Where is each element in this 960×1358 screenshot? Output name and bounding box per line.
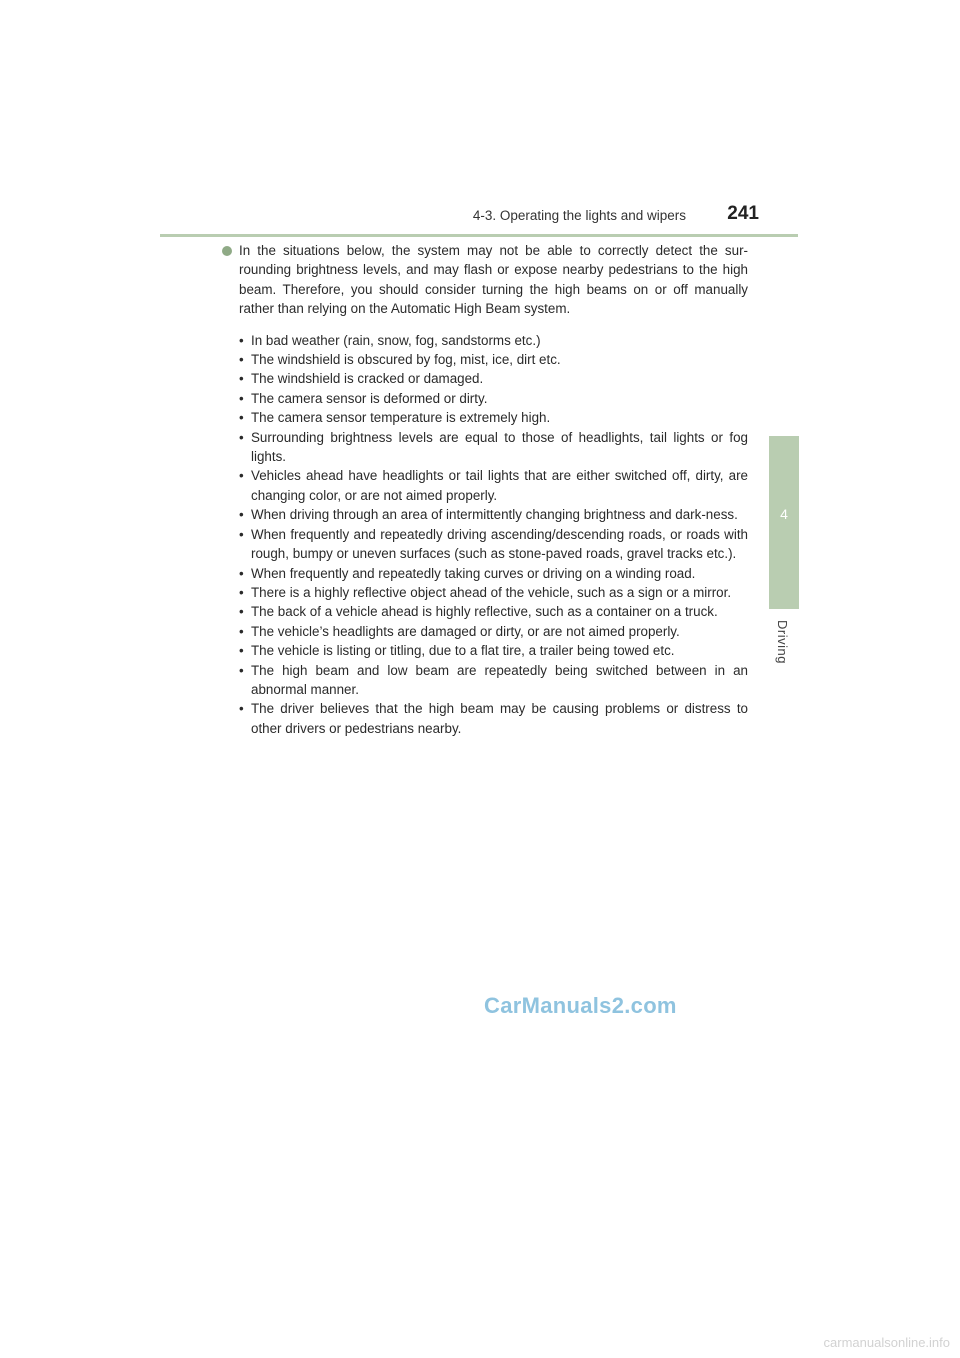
lead-paragraph xyxy=(222,241,748,319)
bullet-icon: • xyxy=(239,352,244,368)
bullet-icon: • xyxy=(239,604,244,620)
situation-item xyxy=(239,408,748,427)
bullet-icon: • xyxy=(239,643,244,659)
footer-watermark: carmanualsonline.info xyxy=(823,1335,950,1350)
situation-item xyxy=(239,350,748,369)
bullet-icon: • xyxy=(239,332,244,348)
situation-text: Surrounding brightness levels are equal to those of headlights, tail lights or fog lights. xyxy=(251,429,748,465)
section-title: 4-3. Operating the lights and wipers xyxy=(472,208,686,223)
situation-text: The vehicle’s headlights are damaged or dirty, or are not aimed properly. xyxy=(251,623,680,639)
chapter-label: Driving xyxy=(775,620,790,664)
situation-item xyxy=(239,369,748,388)
situation-item xyxy=(239,583,748,602)
situation-item xyxy=(239,505,748,524)
bullet-icon: • xyxy=(239,565,244,581)
bullet-icon: • xyxy=(239,526,244,542)
situation-text: The camera sensor is deformed or dirty. xyxy=(251,390,488,406)
bullet-icon: • xyxy=(239,468,244,484)
chapter-tab xyxy=(769,436,799,609)
situation-item xyxy=(239,641,748,660)
page-number: 241 xyxy=(727,203,759,224)
situation-text: The driver believes that the high beam may be causing problems or distress to other drivers or pedestrians nearby. xyxy=(251,701,748,736)
situation-item xyxy=(239,428,748,467)
situation-text: There is a highly reflective object ahead of the vehicle, such as a sign or a mirror. xyxy=(251,584,732,600)
situation-text: The windshield is cracked or damaged. xyxy=(251,371,484,387)
situation-text: The back of a vehicle ahead is highly reflective, such as a container on a truck. xyxy=(251,604,718,620)
situation-item xyxy=(239,525,748,564)
situation-item xyxy=(239,389,748,408)
situation-item xyxy=(239,331,748,350)
bullet-icon: • xyxy=(239,390,244,406)
situation-text: The vehicle is listing or titling, due to a flat tire, a trailer being towed etc. xyxy=(251,643,675,659)
watermark-logo: CarManuals2.com xyxy=(484,993,677,1018)
main-content xyxy=(222,241,748,738)
situation-item xyxy=(239,602,748,621)
bullet-icon: • xyxy=(239,507,244,523)
bullet-icon: • xyxy=(239,410,244,426)
bullet-icon: • xyxy=(239,701,244,717)
situation-text: The camera sensor temperature is extremely high. xyxy=(251,410,551,426)
situation-text: Vehicles ahead have headlights or tail lights that are either switched off, dirty, are changing color, or are not aimed properly. xyxy=(251,468,748,503)
situation-text: The high beam and low beam are repeatedly being switched between in an abnormal manner. xyxy=(251,662,748,697)
page-header xyxy=(160,200,798,237)
situation-item xyxy=(239,564,748,583)
chapter-number: 4 xyxy=(780,506,788,522)
situation-text: When driving through an area of intermittently changing brightness and dark-ness. xyxy=(251,507,738,523)
situation-item xyxy=(239,699,748,738)
bullet-icon: • xyxy=(239,371,244,387)
situation-list xyxy=(239,331,748,739)
situation-item xyxy=(239,661,748,700)
situation-text: When frequently and repeatedly taking curves or driving on a winding road. xyxy=(251,565,696,581)
bullet-icon: • xyxy=(239,429,244,445)
situation-item xyxy=(239,466,748,505)
bullet-icon: • xyxy=(239,623,244,639)
circle-bullet-icon xyxy=(222,246,232,256)
situation-text: When frequently and repeatedly driving ascending/descending roads, or roads with rough, bumpy or uneven surfaces (such as stone-paved roads, gravel tracks etc.). xyxy=(251,526,748,562)
lead-paragraph-text: In the situations below, the system may not be able to correctly detect the sur-rounding brightness levels, and may flash or expose nearby pedestrians to the high beam. Therefore, you should consider turning the high beams on or off manually rather than relying on the Automatic High Beam system. xyxy=(239,243,748,317)
situation-text: The windshield is obscured by fog, mist, ice, dirt etc. xyxy=(251,352,561,368)
bullet-icon: • xyxy=(239,584,244,600)
situation-item xyxy=(239,622,748,641)
situation-text: In bad weather (rain, snow, fog, sandstorms etc.) xyxy=(251,332,541,348)
bullet-icon: • xyxy=(239,662,244,678)
